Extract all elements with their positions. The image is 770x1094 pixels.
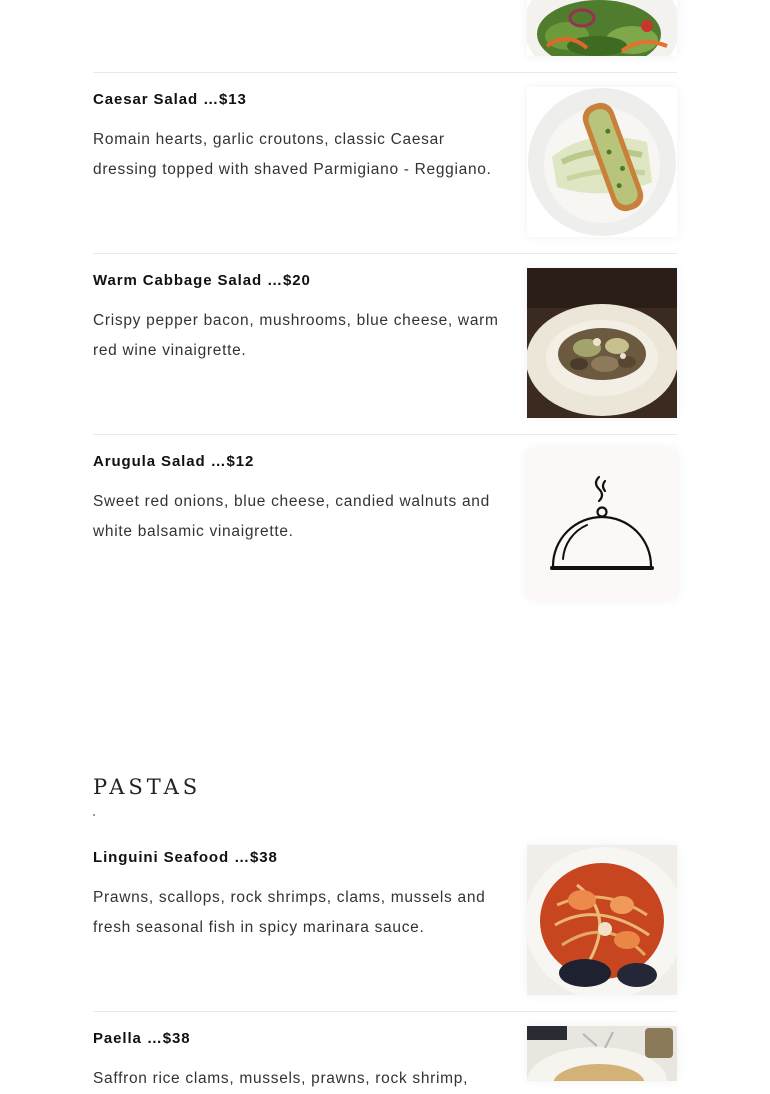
menu-item-description: Prawns, scallops, rock shrimps, clams, mussels and fresh seasonal fish in spicy marinara sauce. [93, 889, 486, 936]
menu-item-description: Romain hearts, garlic croutons, classic Caesar dressing topped with shaved Parmigiano - Reggiano. [93, 131, 492, 178]
cloche-icon [527, 449, 677, 599]
divider [93, 72, 677, 73]
divider [93, 434, 677, 435]
menu-item-title: Caesar Salad …$13 [93, 91, 247, 108]
linguini-seafood-image [527, 845, 677, 995]
menu-item-title: Linguini Seafood …$38 [93, 849, 278, 866]
menu-item-title: Warm Cabbage Salad …$20 [93, 272, 311, 289]
menu-item-description: Crispy pepper bacon, mushrooms, blue cheese, warm red wine vinaigrette. [93, 312, 499, 359]
menu-item-title: Paella …$38 [93, 1030, 191, 1047]
paella-image [527, 1026, 677, 1081]
warm-cabbage-salad-image [527, 268, 677, 418]
caesar-salad-image [527, 87, 677, 237]
menu-item-description: Saffron rice clams, mussels, prawns, rock shrimp, [93, 1070, 469, 1087]
green-salad-image [527, 0, 677, 56]
section-title-pastas: PASTAS [93, 775, 202, 799]
section-title-underline [93, 814, 95, 816]
menu-item-description: Sweet red onions, blue cheese, candied walnuts and white balsamic vinaigrette. [93, 493, 490, 540]
divider [93, 253, 677, 254]
menu-item-title: Arugula Salad …$12 [93, 453, 255, 470]
divider [93, 1011, 677, 1012]
